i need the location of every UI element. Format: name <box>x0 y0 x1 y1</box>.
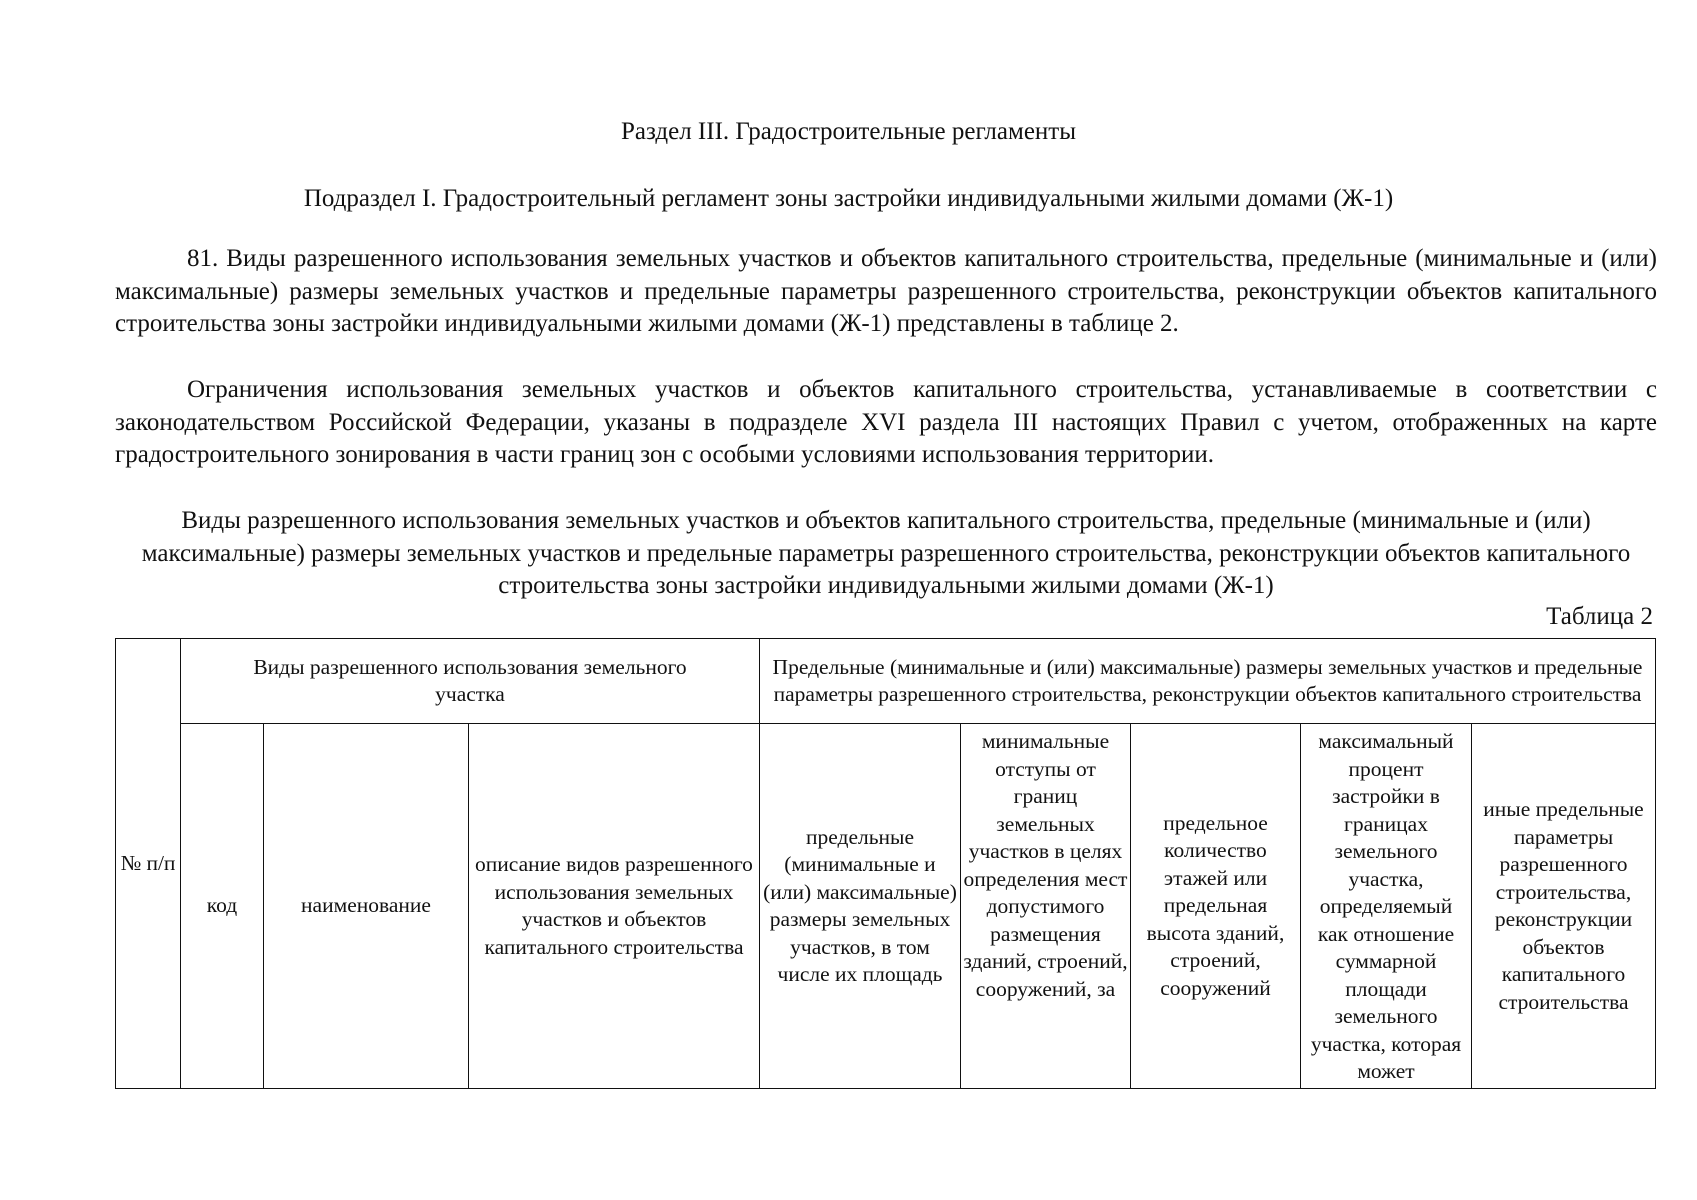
column-header-code: код <box>181 724 264 1089</box>
column-header-floors: предельное количество этажей или предельная высота зданий, строений, сооружений <box>1131 724 1301 1089</box>
table-header-use-types: Виды разрешенного использования земельного участка <box>181 639 760 724</box>
regulations-table <box>115 638 1656 1089</box>
table-header-limits: Предельные (минимальные и (или) максимальные) размеры земельных участков и предельные параметры разрешенного строительства, реконструкции объектов капитального строительства <box>760 639 1656 724</box>
column-header-coverage-text: максимальный процент застройки в границах земельного участка, определяемый как отношение суммарной площади земельного участка, которая может <box>1310 729 1462 1083</box>
column-header-setbacks <box>961 724 1131 1089</box>
subsection-title: Подраздел I. Градостроительный регламент зоны застройки индивидуальными жилыми домами (Ж-1) <box>303 185 1394 212</box>
column-header-coverage <box>1301 724 1472 1089</box>
table-number-label: Таблица 2 <box>1546 603 1653 630</box>
column-header-other-params: иные предельные параметры разрешенного строительства, реконструкции объектов капитального строительства <box>1472 724 1656 1089</box>
column-header-setbacks-text: минимальные отступы от границ земельных участков в целях определения мест допустимого размещения зданий, строений, сооружений, за <box>963 729 1128 1001</box>
paragraph-81: 81. Виды разрешенного использования земельных участков и объектов капитального строительства, предельные (минимальные и (или) максимальные) размеры земельных участков и предельные параметры разрешенного строительства, реконструкции объектов капитального строительства зоны застройки индивидуальными жилыми домами (Ж-1) представлены в таблице 2. <box>115 245 1657 337</box>
column-header-plot-size: предельные (минимальные и (или) максимальные) размеры земельных участков, в том числе их площадь <box>760 724 961 1089</box>
table-caption: Виды разрешенного использования земельных участков и объектов капитального строительства, предельные (минимальные и (или) максимальные) размеры земельных участков и предельные параметры разрешенного строительства, реконструкции объектов капитального строительства зоны застройки индивидуальными жилыми домами (Ж-1) <box>141 507 1631 599</box>
column-header-description: описание видов разрешенного использования земельных участков и объектов капитального строительства <box>469 724 760 1089</box>
section-title: Раздел III. Градостроительные регламенты <box>620 118 1077 145</box>
table-header-number: № п/п <box>116 639 181 1089</box>
column-header-name: наименование <box>264 724 469 1089</box>
paragraph-restrictions: Ограничения использования земельных участков и объектов капитального строительства, устанавливаемые в соответствии с законодательством Российской Федерации, указаны в подразделе XVI раздела III настоящих Правил с учетом, отображенных на карте градостроительного зонирования в части границ зон с особыми условиями использования территории. <box>115 376 1657 468</box>
